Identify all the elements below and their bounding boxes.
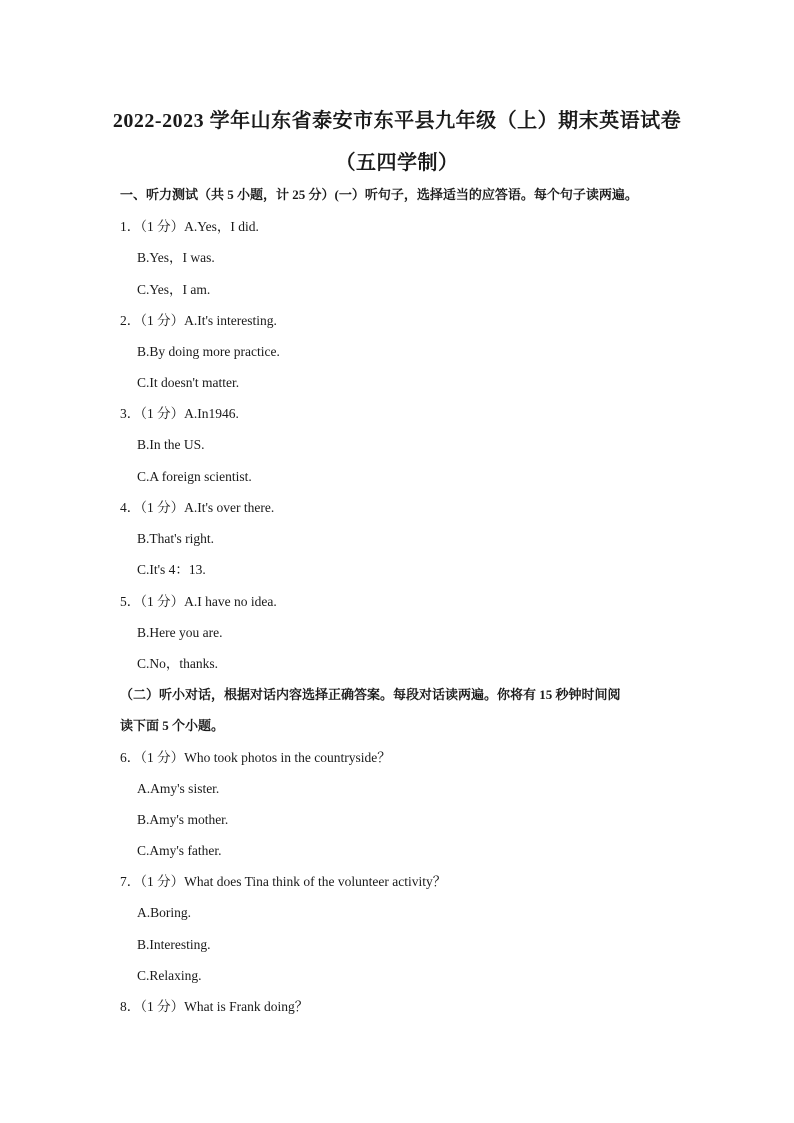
question-7-option-b: B.Interesting. xyxy=(137,937,211,952)
section-2-heading-line-1: （二）听小对话，根据对话内容选择正确答案。每段对话读两遍。你将有 15 秒钟时间阅 xyxy=(120,687,621,702)
question-5-stem: 5．（1 分）A.I have no idea. xyxy=(120,594,277,609)
question-3-option-c: C.A foreign scientist. xyxy=(137,469,252,484)
exam-subtitle: （五四学制） xyxy=(335,152,459,174)
question-4-option-b: B.That's right. xyxy=(137,531,215,546)
question-7-option-c: C.Relaxing. xyxy=(137,968,202,983)
question-7-option-a: A.Boring. xyxy=(137,905,191,920)
section-1-heading: 一、听力测试（共 5 小题，计 25 分）(一）听句子，选择适当的应答语。每个句子读两遍。 xyxy=(120,187,638,202)
question-2-stem: 2．（1 分）A.It's interesting. xyxy=(120,313,277,328)
question-6-option-c: C.Amy's father. xyxy=(137,843,222,858)
question-4-stem: 4．（1 分）A.It's over there. xyxy=(120,500,275,515)
question-7-stem: 7．（1 分）What does Tina think of the volunteer activity？ xyxy=(120,874,447,889)
question-4-option-c: C.It's 4：13. xyxy=(137,562,206,577)
question-1-option-b: B.Yes，I was. xyxy=(137,250,215,265)
question-5-option-b: B.Here you are. xyxy=(137,625,223,640)
question-6-option-a: A.Amy's sister. xyxy=(137,781,220,796)
question-1-option-c: C.Yes，I am. xyxy=(137,282,211,297)
question-6-option-b: B.Amy's mother. xyxy=(137,812,229,827)
question-1-stem: 1．（1 分）A.Yes，I did. xyxy=(120,219,259,234)
question-3-stem: 3．（1 分）A.In1946. xyxy=(120,406,239,421)
question-8-stem: 8．（1 分）What is Frank doing？ xyxy=(120,999,309,1014)
question-2-option-c: C.It doesn't matter. xyxy=(137,375,240,390)
question-5-option-c: C.No，thanks. xyxy=(137,656,218,671)
question-3-option-b: B.In the US. xyxy=(137,437,205,452)
question-6-stem: 6．（1 分）Who took photos in the countryside？ xyxy=(120,750,391,765)
question-2-option-b: B.By doing more practice. xyxy=(137,344,280,359)
exam-title: 2022-2023 学年山东省泰安市东平县九年级（上）期末英语试卷 xyxy=(112,110,682,132)
section-2-heading-line-2: 读下面 5 个小题。 xyxy=(120,718,225,733)
